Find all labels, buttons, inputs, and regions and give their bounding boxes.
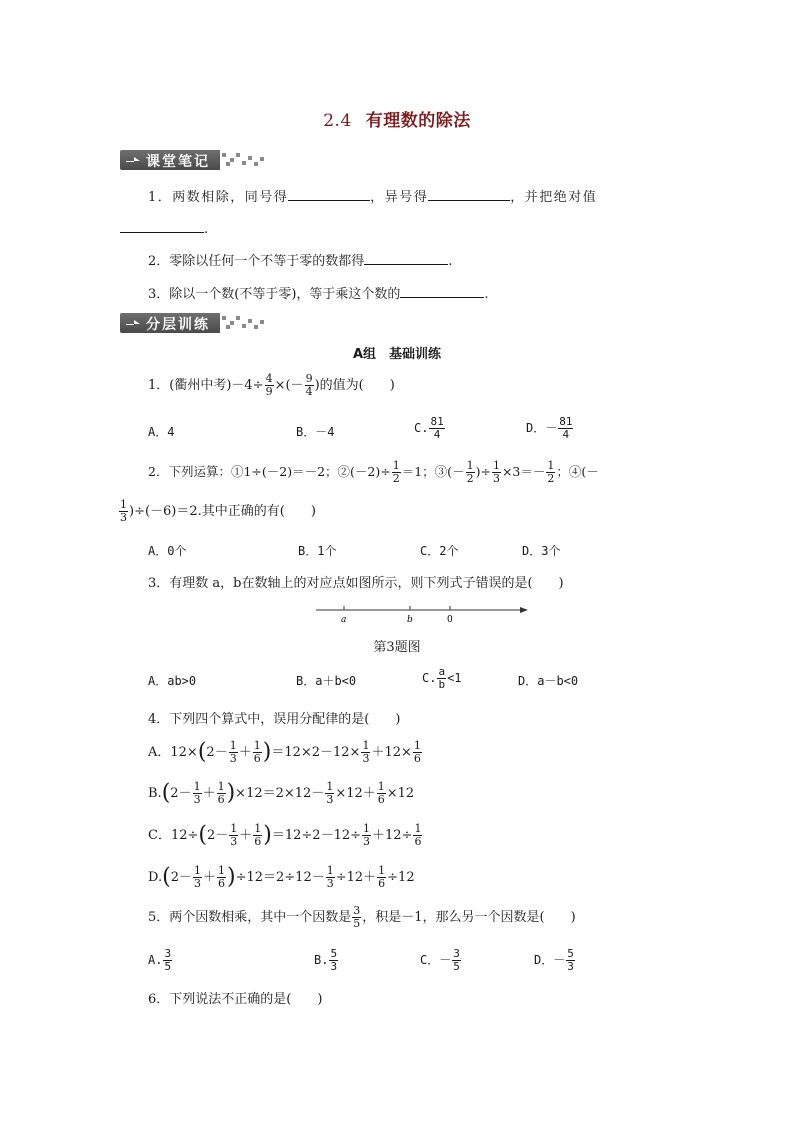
- section-number: 2.4: [323, 111, 352, 131]
- fraction: $\frac{1}{3}$: [326, 780, 334, 806]
- fraction: $\frac{1}{3}$: [362, 739, 370, 765]
- fraction: $\frac{1}{6}$: [377, 780, 385, 806]
- blank-reciprocal: [400, 285, 484, 298]
- fraction: $\frac{1}{6}$: [217, 864, 225, 890]
- fraction: $\frac{1}{6}$: [217, 780, 225, 806]
- fraction: $\frac{1}{6}$: [378, 864, 386, 890]
- fraction: $\frac{1}{6}$: [254, 822, 262, 848]
- banner-layered-training: [120, 313, 266, 333]
- q2-option-d[interactable]: D．3个: [522, 544, 561, 558]
- fraction: $\frac{a}{b}$: [438, 665, 446, 691]
- group-a-heading: A组 基础训练: [352, 347, 442, 362]
- fraction: $\frac{1}{3}$: [120, 498, 127, 524]
- blank-diff-sign: [428, 188, 510, 201]
- q4-option-a[interactable]: A．12×(2－ $\frac{1}{3}$ ＋ $\frac{1}{6}$ )＝12×2－12× $\frac{1}{3}$ ＋12× $\frac{1}{6}$: [148, 739, 421, 765]
- label-a: a: [341, 615, 347, 625]
- banner-class-notes: [120, 150, 266, 170]
- question-6: 6．下列说法不正确的是( ): [148, 992, 323, 1007]
- banner-arrow-icon: [126, 156, 140, 164]
- question-4: 4．下列四个算式中，误用分配律的是( ): [148, 712, 401, 727]
- fraction: $\frac{3}{5}$: [164, 947, 172, 973]
- fraction: $\frac{81}{4}$: [559, 415, 573, 441]
- question-1: 1．(衢州中考)－4÷ $\frac{4}{9}$ ×(－ $\frac{9}{4}$ )的值为( ): [148, 372, 395, 398]
- fraction: $\frac{4}{9}$: [265, 372, 273, 398]
- blank-zero-result: [364, 252, 448, 265]
- q3-option-b[interactable]: B．a＋b<0: [296, 674, 357, 688]
- q1-option-d[interactable]: D．－ $\frac{81}{4}$: [526, 415, 573, 441]
- blank-same-sign: [288, 188, 370, 201]
- fraction: $\frac{5}{3}$: [567, 947, 574, 973]
- fraction: $\frac{1}{3}$: [230, 822, 238, 848]
- question-3: 3．有理数 a，b在数轴上的对应点如图所示，则下列式子错误的是( ): [148, 576, 564, 591]
- q1-option-a[interactable]: A．4: [148, 425, 175, 439]
- fraction: $\frac{1}{6}$: [253, 739, 261, 765]
- q3-option-a[interactable]: A．ab>0: [148, 674, 197, 688]
- blank-abs-value: [120, 220, 204, 233]
- fraction: $\frac{1}{6}$: [414, 822, 422, 848]
- banner-label: 课堂笔记: [146, 154, 210, 170]
- banner-dots-decoration: [220, 316, 266, 330]
- section-title: 有理数的除法: [365, 111, 471, 131]
- q3-option-c[interactable]: C. $\frac{a}{b}$ <1: [422, 665, 462, 691]
- q4-option-b[interactable]: B.(2－ $\frac{1}{3}$ ＋ $\frac{1}{6}$ )×12＝2×12－ $\frac{1}{3}$ ×12＋ $\frac{1}{6}$ ×12: [148, 780, 415, 806]
- q5-option-a[interactable]: A. $\frac{3}{5}$: [148, 947, 172, 973]
- fraction: $\frac{81}{4}$: [430, 415, 444, 441]
- question-2-line-1: 2．下列运算：①1÷(－2)＝－2；②(－2)÷ $\frac{1}{2}$ ＝1；③(－ $\frac{1}{2}$ )÷ $\frac{1}{3}$ ×3＝－ $\frac{1}{2}$ ；④(－: [148, 459, 599, 485]
- label-0: 0: [447, 615, 453, 625]
- fraction: $\frac{3}{5}$: [353, 904, 361, 930]
- note-3: 3．除以一个数(不等于零)，等于乘这个数的 .: [148, 287, 489, 302]
- number-line-figure: [314, 600, 534, 626]
- label-b: b: [407, 615, 413, 625]
- fraction: $\frac{1}{2}$: [392, 459, 400, 485]
- banner-dots-decoration: [220, 153, 266, 167]
- figure-caption: 第3题图: [373, 640, 421, 655]
- fraction: $\frac{5}{3}$: [330, 947, 338, 973]
- q2-option-a[interactable]: A．0个: [148, 544, 187, 558]
- question-2-line-2: $\frac{1}{3}$ )÷(－6)＝2.其中正确的有( ): [120, 498, 316, 524]
- fraction: $\frac{1}{2}$: [466, 459, 474, 485]
- q1-option-b[interactable]: B．－4: [296, 425, 335, 439]
- q4-option-d[interactable]: D.(2－ $\frac{1}{3}$ ＋ $\frac{1}{6}$ )÷12＝2÷12－ $\frac{1}{3}$ ÷12＋ $\frac{1}{6}$ ÷12: [148, 864, 415, 890]
- fraction: $\frac{1}{3}$: [363, 822, 371, 848]
- fraction: $\frac{1}{3}$: [229, 739, 237, 765]
- fraction: $\frac{1}{3}$: [326, 864, 334, 890]
- fraction: $\frac{3}{5}$: [453, 947, 460, 973]
- banner-arrow-icon: [126, 319, 140, 327]
- q2-option-c[interactable]: C．2个: [420, 544, 459, 558]
- page-title: [0, 106, 794, 131]
- banner-label: 分层训练: [146, 317, 210, 333]
- note-1-cont: .: [120, 220, 208, 237]
- q2-option-b[interactable]: B．1个: [298, 544, 337, 558]
- fraction: $\frac{9}{4}$: [305, 372, 313, 398]
- q1-option-c[interactable]: C. $\frac{81}{4}$: [414, 415, 444, 441]
- note-1: 1．两数相除，同号得 ，异号得 ，并把绝对值: [148, 190, 598, 205]
- fraction: $\frac{1}{3}$: [193, 864, 201, 890]
- fraction: $\frac{1}{6}$: [413, 739, 421, 765]
- note-2: 2．零除以任何一个不等于零的数都得 .: [148, 254, 453, 269]
- q4-option-c[interactable]: C．12÷(2－ $\frac{1}{3}$ ＋ $\frac{1}{6}$ )＝12÷2－12÷ $\frac{1}{3}$ ＋12÷ $\frac{1}{6}$: [148, 822, 422, 848]
- q5-option-d[interactable]: D．－ $\frac{5}{3}$: [534, 947, 574, 973]
- axis-arrow-icon: [520, 607, 528, 613]
- q5-option-b[interactable]: B. $\frac{5}{3}$: [314, 947, 338, 973]
- q5-option-c[interactable]: C．－ $\frac{3}{5}$: [420, 947, 460, 973]
- fraction: $\frac{1}{2}$: [547, 459, 555, 485]
- question-5: 5．两个因数相乘，其中一个因数是 $\frac{3}{5}$ ，积是－1，那么另一个因数是( ): [148, 904, 576, 930]
- fraction: $\frac{1}{3}$: [492, 459, 500, 485]
- fraction: $\frac{1}{3}$: [193, 780, 201, 806]
- q3-option-d[interactable]: D．a－b<0: [518, 674, 579, 688]
